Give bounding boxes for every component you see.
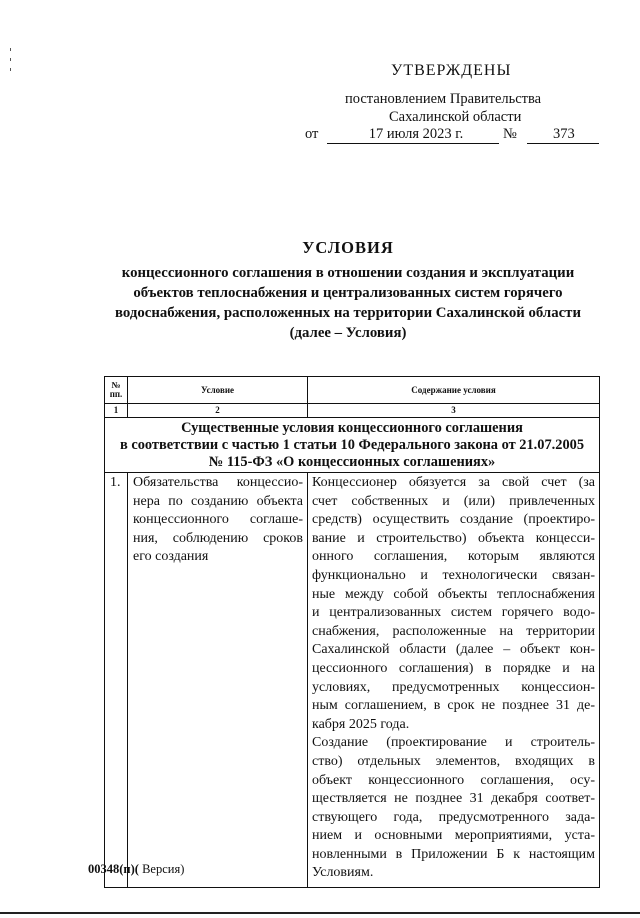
scan-speck [10, 48, 11, 51]
header-content: Содержание условия [308, 377, 600, 404]
header-number: № пп. [105, 377, 128, 404]
conditions-table [104, 376, 600, 888]
document-subtitle-line: водоснабжения, расположенных на территории Сахалинской области [115, 305, 581, 321]
scan-speck [10, 68, 11, 71]
scan-edge-line [0, 912, 640, 914]
document-subtitle-line: (далее – Условия) [289, 325, 407, 341]
decree-date-row [305, 126, 605, 148]
column-index-row [105, 404, 600, 418]
column-index: 2 [128, 404, 308, 418]
table-row [105, 473, 600, 888]
row-condition: Обязательства концессио- нера по созданию объекта концессионного соглаше- ния, соблюдению сроков его создания [128, 473, 308, 888]
column-index: 3 [308, 404, 600, 418]
document-subtitle-line: концессионного соглашения в отношении создания и эксплуатации [121, 265, 575, 281]
section-heading: Существенные условия концессионного соглашения в соответствии с частью 1 статьи 10 Федерального закона от 21.07.2005 № 115-ФЗ «О концессионных соглашениях» [105, 418, 600, 473]
table-header-row [105, 377, 600, 404]
header-condition: Условие [128, 377, 308, 404]
from-label: от [305, 126, 319, 142]
decree-number: 373 [527, 126, 599, 144]
section-heading-row [105, 418, 600, 473]
row-number: 1. [105, 473, 128, 888]
column-index: 1 [105, 404, 128, 418]
approval-line-1: постановлением Правительства [345, 91, 542, 107]
footer-version: Версия) [138, 862, 185, 876]
scan-speck [10, 58, 11, 61]
footer-code: 00348(п)( [88, 862, 139, 876]
document-title: УСЛОВИЯ [302, 238, 394, 257]
number-sign: № [503, 126, 517, 142]
document-footer [88, 862, 184, 877]
document-subtitle-line: объектов теплоснабжения и централизованных систем горячего [133, 285, 563, 301]
approval-line-2: Сахалинской области [389, 109, 522, 125]
decree-date: 17 июля 2023 г. [327, 126, 499, 144]
row-content: Концессионер обязуется за свой счет (за счет собственных и (или) привлеченных средств) осуществить создание (проектиро- вание и строительство) объекта концесси- онного соглашения, которым являются функционально и технологически связан- ные между собой объекты теплоснабжения и централизованных систем горячего водо- снабжения, расположенные на территории Сахалинской области (далее – объект кон- цессионного соглашения) в порядке и на условиях, предусмотренных концессион- ным соглашением, в срок не позднее 31 де- кабря 2025 года. Создание (проектирование и строитель- ство) отдельных элементов, входящих в объект концессионного соглашения, осу- ществляется не позднее 31 декабря соответ- ствующего года, предусмотренного зада- нием и основными мероприятиями, уста- новленными в Приложении Б к настоящим Условиям. [308, 473, 600, 888]
approval-heading: УТВЕРЖДЕНЫ [391, 62, 512, 79]
